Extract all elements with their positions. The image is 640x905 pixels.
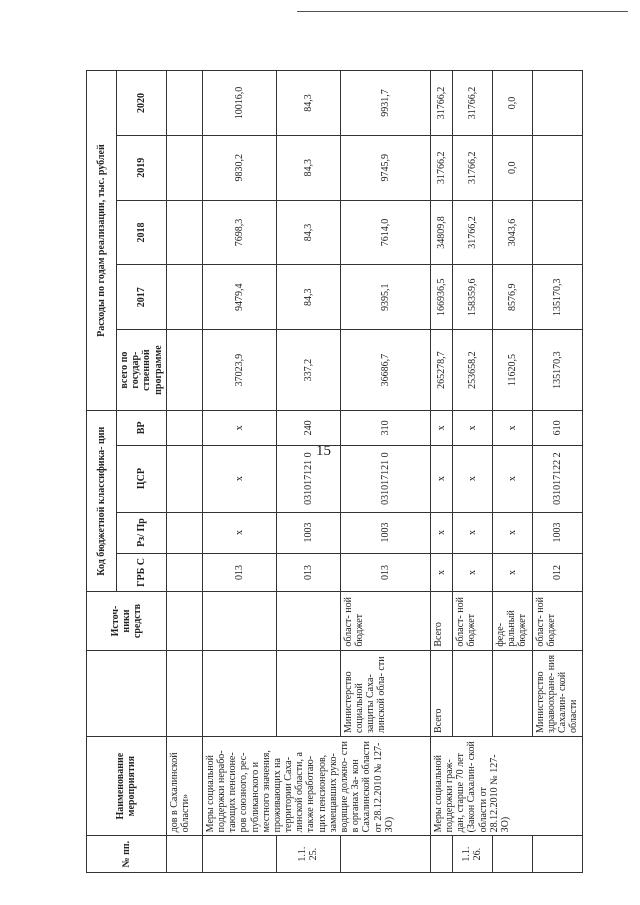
cell-num [492, 836, 532, 873]
cell-csr: х [492, 445, 532, 512]
cell-2017 [166, 265, 202, 330]
cell-source: феде- ральный бюджет [492, 592, 532, 650]
header-csr: ЦСР [117, 445, 167, 512]
cell-csr: х [202, 445, 276, 512]
top-rule [297, 11, 628, 12]
cell-grbs: х [452, 553, 492, 592]
cell-vr: 610 [532, 411, 582, 446]
cell-grbs: 013 [340, 553, 430, 592]
cell-2019 [532, 135, 582, 200]
cell-2017: 166936,5 [430, 265, 452, 330]
cell-2020: 31766,2 [452, 71, 492, 136]
cell-vr: х [202, 411, 276, 446]
cell-2018: 7614,0 [340, 200, 430, 265]
cell-2019 [166, 135, 202, 200]
header-grbs: ГРБ С [117, 553, 167, 592]
cell-2020: 84,3 [276, 71, 340, 136]
cell-vr: 310 [340, 411, 430, 446]
cell-num [202, 836, 276, 873]
cell-grbs: х [492, 553, 532, 592]
cell-source: област- ной бюджет [452, 592, 492, 650]
cell-rzpr: х [492, 512, 532, 553]
cell-2019: 84,3 [276, 135, 340, 200]
cell-csr: 031017122 2 [532, 445, 582, 512]
cell-csr: х [452, 445, 492, 512]
cell-executor: Министерство здравоохране- ния Сахалин- ской области [532, 650, 582, 736]
cell-2019: 9830,2 [202, 135, 276, 200]
cell-source: област- ной бюджет [340, 592, 430, 650]
header-executor [87, 650, 167, 736]
page-number: 15 [316, 443, 331, 459]
cell-2017: 9395,1 [340, 265, 430, 330]
cell-2017: 9479,4 [202, 265, 276, 330]
header-2018: 2018 [117, 200, 167, 265]
cell-executor [452, 650, 492, 736]
cell-num [340, 836, 430, 873]
header-2019: 2019 [117, 135, 167, 200]
cell-total [166, 330, 202, 411]
cell-csr [166, 445, 202, 512]
cell-name: Меры социальной поддержки граж- дан, старше 70 лет (Закон Сахалин- ской области от 28.12.2010 № 127- ЗО) [430, 737, 582, 836]
cell-vr: х [452, 411, 492, 446]
cell-2017: 84,3 [276, 265, 340, 330]
cell-source: Всего [430, 592, 452, 650]
cell-2019: 9745,9 [340, 135, 430, 200]
cell-2017: 8576,9 [492, 265, 532, 330]
cell-vr [166, 411, 202, 446]
cell-grbs: 012 [532, 553, 582, 592]
cell-csr: х [430, 445, 452, 512]
cell-2019: 31766,2 [452, 135, 492, 200]
cell-source [276, 592, 340, 650]
cell-total: 11620,5 [492, 330, 532, 411]
cell-2018: 7698,3 [202, 200, 276, 265]
cell-rzpr: 1003 [340, 512, 430, 553]
header-source: Источ- ники средств [87, 592, 167, 650]
cell-executor [202, 650, 276, 736]
cell-vr: х [492, 411, 532, 446]
cell-num [430, 836, 452, 873]
cell-executor [276, 650, 340, 736]
cell-2020: 31766,2 [430, 71, 452, 136]
header-num: № пп. [87, 836, 167, 873]
cell-executor [492, 650, 532, 736]
cell-2017: 158359,6 [452, 265, 492, 330]
cell-2020 [166, 71, 202, 136]
cell-grbs [166, 553, 202, 592]
cell-2017: 135170,3 [532, 265, 582, 330]
rotated-table-wrapper [86, 70, 580, 873]
cell-2019: 31766,2 [430, 135, 452, 200]
table-row [202, 71, 276, 873]
cell-total: 135170,3 [532, 330, 582, 411]
cell-total: 37023,9 [202, 330, 276, 411]
cell-grbs: х [430, 553, 452, 592]
cell-csr: 031017121 0 [276, 445, 340, 512]
cell-executor: Министерство социальной защиты Саха- линской обла- сти [340, 650, 430, 736]
cell-2020: 9931,7 [340, 71, 430, 136]
table-row [430, 71, 452, 873]
header-total: всего по государ- ственной программе [117, 330, 167, 411]
cell-source: област- ной бюджет [532, 592, 582, 650]
cell-2018 [166, 200, 202, 265]
cell-rzpr [166, 512, 202, 553]
cell-total: 36686,7 [340, 330, 430, 411]
cell-num [532, 836, 582, 873]
cell-csr: 031017121 0 [340, 445, 430, 512]
cell-2020 [532, 71, 582, 136]
cell-rzpr: 1003 [532, 512, 582, 553]
expenses-table [86, 70, 583, 873]
cell-2018: 84,3 [276, 200, 340, 265]
cell-name: Меры социальной поддержки нерабо- тающих пенсионе- ров союзного, рес- публиканского и местного значения, проживающих на территории Саха- линской области, а также неработаю- щих пенсионеров, замещавших руко- водящие должно- сти в органах За- кон Сахалинской области от 28.12.2010 № 127- ЗО) [202, 737, 430, 836]
cell-executor [166, 650, 202, 736]
cell-grbs: 013 [276, 553, 340, 592]
cell-source [166, 592, 202, 650]
cell-rzpr: 1003 [276, 512, 340, 553]
cell-2018: 3043,6 [492, 200, 532, 265]
cell-2018: 34809,8 [430, 200, 452, 265]
cell-total: 337,2 [276, 330, 340, 411]
cell-name: дов в Сахалинской области» [166, 737, 202, 836]
header-rzpr: Рз/ Пр [117, 512, 167, 553]
cell-2018 [532, 200, 582, 265]
cell-source [202, 592, 276, 650]
cell-rzpr: х [430, 512, 452, 553]
cell-2019: 0,0 [492, 135, 532, 200]
cell-rzpr: х [452, 512, 492, 553]
cell-num: 1.1. 26. [452, 836, 492, 873]
cell-vr: 240 [276, 411, 340, 446]
cell-num: 1.1. 25. [276, 836, 340, 873]
cell-2020: 0,0 [492, 71, 532, 136]
cell-grbs: 013 [202, 553, 276, 592]
cell-total: 253658,2 [452, 330, 492, 411]
header-vr: ВР [117, 411, 167, 446]
cell-executor: Всего [430, 650, 452, 736]
header-name: Наименование мероприятия [87, 737, 167, 836]
cell-rzpr: х [202, 512, 276, 553]
cell-num [166, 836, 202, 873]
cell-total: 265278,7 [430, 330, 452, 411]
table-row [166, 71, 202, 873]
header-2017: 2017 [117, 265, 167, 330]
header-code-group: Код бюджетной классифика- ции [87, 411, 117, 592]
header-expenses-group: Расходы по годам реализации, тыс. рублей [87, 71, 117, 411]
cell-2018: 31766,2 [452, 200, 492, 265]
header-2020: 2020 [117, 71, 167, 136]
cell-2020: 10016,0 [202, 71, 276, 136]
cell-vr: х [430, 411, 452, 446]
